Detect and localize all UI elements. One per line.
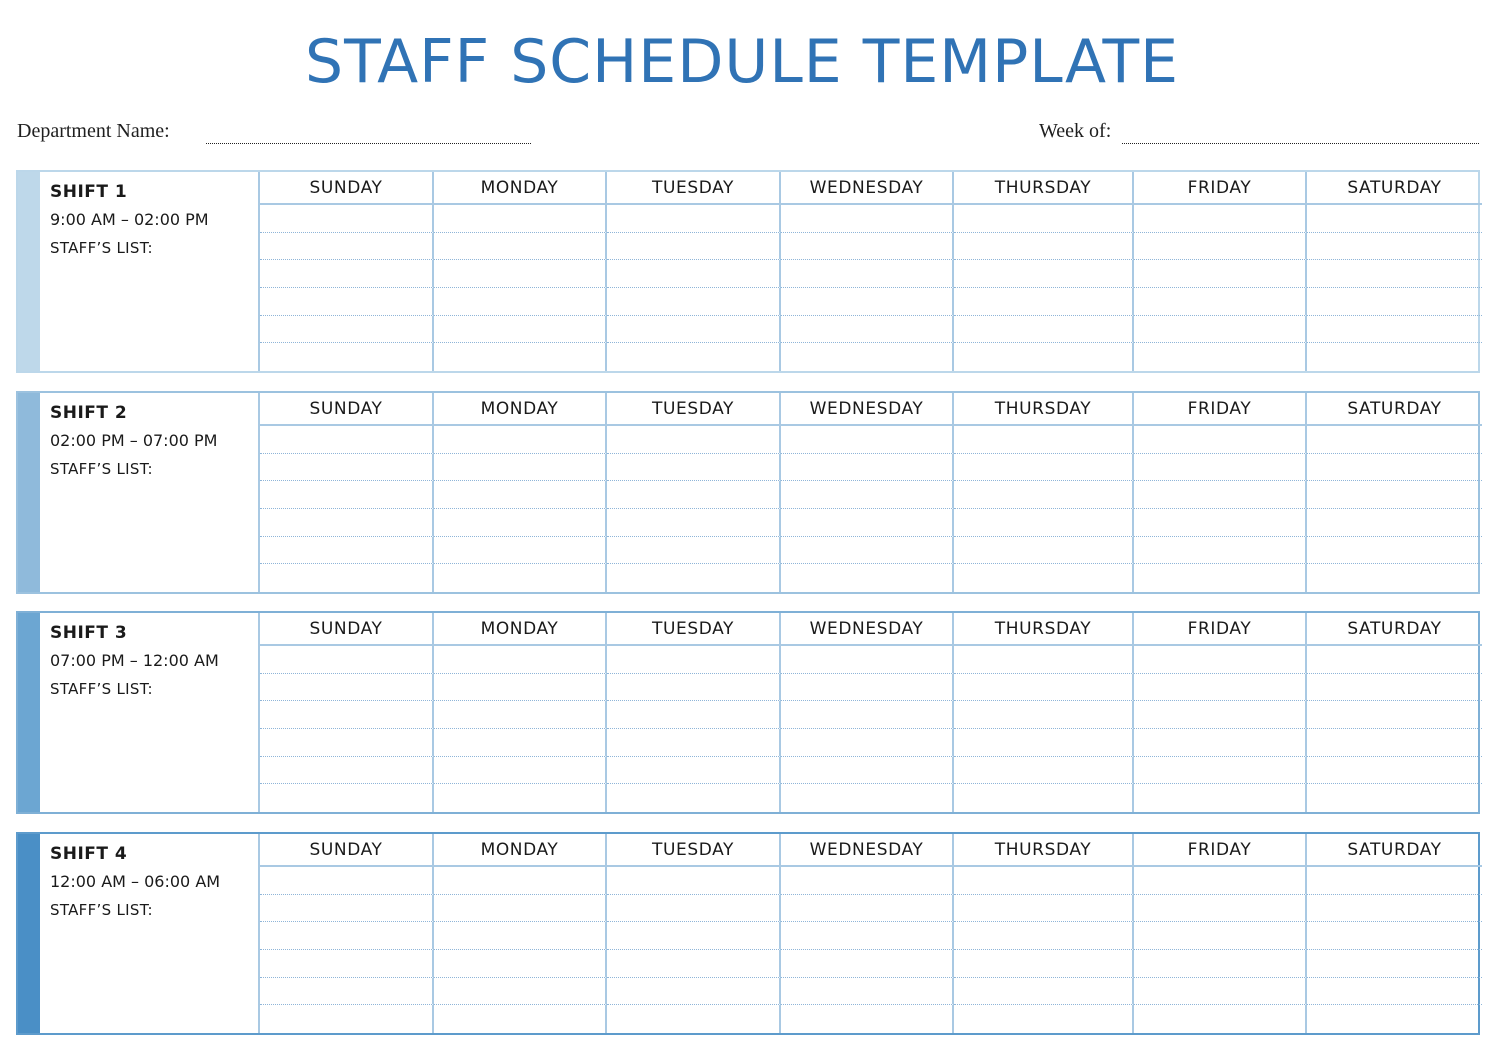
shift-accent-bar [18,834,40,1033]
schedule-cell-saturday[interactable] [1307,701,1482,729]
shift-info [40,834,258,1033]
day-header-sunday: SUNDAY [260,172,434,205]
schedule-cell-tuesday[interactable] [607,454,781,482]
shift-time: 12:00 AM – 06:00 AM [50,872,221,891]
schedule-cell-thursday[interactable] [954,757,1134,785]
schedule-cell-friday[interactable] [1134,426,1307,454]
schedule-cell-sunday[interactable] [260,564,434,592]
schedule-cell-friday[interactable] [1134,701,1307,729]
schedule-cell-wednesday[interactable] [781,1005,954,1033]
schedule-cell-sunday[interactable] [260,288,434,316]
schedule-cell-monday[interactable] [434,646,607,674]
schedule-cell-friday[interactable] [1134,205,1307,233]
day-header-sunday: SUNDAY [260,393,434,426]
schedule-cell-sunday[interactable] [260,233,434,261]
shift-info [40,393,258,592]
shift-info [40,172,258,371]
schedule-cell-sunday[interactable] [260,509,434,537]
schedule-cell-thursday[interactable] [954,260,1134,288]
schedule-cell-sunday[interactable] [260,343,434,371]
schedule-cell-wednesday[interactable] [781,646,954,674]
day-header-tuesday: TUESDAY [607,834,781,867]
schedule-grid [258,834,1478,1033]
schedule-cell-monday[interactable] [434,537,607,565]
schedule-cell-tuesday[interactable] [607,316,781,344]
schedule-cell-friday[interactable] [1134,646,1307,674]
schedule-cell-friday[interactable] [1134,1005,1307,1033]
shift-name: SHIFT 1 [50,182,128,202]
schedule-cell-thursday[interactable] [954,674,1134,702]
shift-accent-bar [18,393,40,592]
schedule-cell-tuesday[interactable] [607,509,781,537]
schedule-cell-thursday[interactable] [954,233,1134,261]
schedule-cell-friday[interactable] [1134,922,1307,950]
schedule-cell-wednesday[interactable] [781,288,954,316]
schedule-cell-thursday[interactable] [954,701,1134,729]
schedule-cell-tuesday[interactable] [607,205,781,233]
shift-name: SHIFT 2 [50,403,128,423]
shift-accent-bar [18,172,40,371]
schedule-cell-wednesday[interactable] [781,922,954,950]
schedule-cell-tuesday[interactable] [607,674,781,702]
schedule-cell-tuesday[interactable] [607,481,781,509]
day-header-tuesday: TUESDAY [607,393,781,426]
schedule-cell-thursday[interactable] [954,784,1134,812]
schedule-cell-sunday[interactable] [260,729,434,757]
schedule-cell-wednesday[interactable] [781,316,954,344]
schedule-cell-friday[interactable] [1134,481,1307,509]
schedule-cell-thursday[interactable] [954,564,1134,592]
day-header-sunday: SUNDAY [260,834,434,867]
schedule-cell-tuesday[interactable] [607,537,781,565]
schedule-cell-tuesday[interactable] [607,729,781,757]
schedule-cell-sunday[interactable] [260,950,434,978]
schedule-cell-tuesday[interactable] [607,867,781,895]
schedule-cell-monday[interactable] [434,674,607,702]
schedule-cell-monday[interactable] [434,757,607,785]
schedule-cell-friday[interactable] [1134,674,1307,702]
schedule-cell-friday[interactable] [1134,288,1307,316]
day-header-wednesday: WEDNESDAY [781,172,954,205]
staff-list-label: STAFF’S LIST: [50,680,153,698]
schedule-cell-sunday[interactable] [260,537,434,565]
schedule-cell-saturday[interactable] [1307,537,1482,565]
schedule-cell-friday[interactable] [1134,537,1307,565]
day-header-monday: MONDAY [434,393,607,426]
week-of-field[interactable] [1122,143,1479,144]
schedule-cell-tuesday[interactable] [607,426,781,454]
schedule-cell-saturday[interactable] [1307,922,1482,950]
schedule-cell-wednesday[interactable] [781,729,954,757]
schedule-cell-monday[interactable] [434,1005,607,1033]
schedule-cell-friday[interactable] [1134,343,1307,371]
schedule-cell-saturday[interactable] [1307,978,1482,1006]
schedule-cell-tuesday[interactable] [607,757,781,785]
schedule-cell-monday[interactable] [434,509,607,537]
schedule-cell-wednesday[interactable] [781,674,954,702]
schedule-cell-monday[interactable] [434,922,607,950]
schedule-cell-sunday[interactable] [260,646,434,674]
schedule-cell-tuesday[interactable] [607,1005,781,1033]
schedule-cell-friday[interactable] [1134,260,1307,288]
schedule-cell-saturday[interactable] [1307,784,1482,812]
schedule-grid [258,613,1478,812]
schedule-cell-friday[interactable] [1134,564,1307,592]
schedule-cell-monday[interactable] [434,454,607,482]
staff-list-label: STAFF’S LIST: [50,239,153,257]
schedule-cell-monday[interactable] [434,205,607,233]
shift-info [40,613,258,812]
schedule-cell-tuesday[interactable] [607,233,781,261]
schedule-cell-wednesday[interactable] [781,757,954,785]
schedule-cell-friday[interactable] [1134,978,1307,1006]
schedule-cell-thursday[interactable] [954,205,1134,233]
schedule-cell-friday[interactable] [1134,895,1307,923]
shift-time: 07:00 PM – 12:00 AM [50,651,219,670]
day-header-monday: MONDAY [434,834,607,867]
schedule-cell-sunday[interactable] [260,701,434,729]
schedule-cell-monday[interactable] [434,978,607,1006]
schedule-cell-saturday[interactable] [1307,509,1482,537]
schedule-cell-saturday[interactable] [1307,646,1482,674]
schedule-cell-wednesday[interactable] [781,701,954,729]
schedule-cell-sunday[interactable] [260,757,434,785]
schedule-cell-tuesday[interactable] [607,784,781,812]
department-name-field[interactable] [206,143,531,144]
schedule-cell-sunday[interactable] [260,784,434,812]
schedule-cell-tuesday[interactable] [607,701,781,729]
schedule-cell-wednesday[interactable] [781,233,954,261]
schedule-cell-tuesday[interactable] [607,978,781,1006]
schedule-cell-tuesday[interactable] [607,564,781,592]
schedule-cell-saturday[interactable] [1307,481,1482,509]
day-header-tuesday: TUESDAY [607,613,781,646]
schedule-cell-thursday[interactable] [954,950,1134,978]
shift-time: 02:00 PM – 07:00 PM [50,431,218,450]
shift-name: SHIFT 4 [50,844,128,864]
schedule-cell-wednesday[interactable] [781,895,954,923]
schedule-cell-saturday[interactable] [1307,729,1482,757]
shift-block [16,832,1480,1035]
schedule-cell-thursday[interactable] [954,1005,1134,1033]
schedule-cell-monday[interactable] [434,950,607,978]
schedule-cell-sunday[interactable] [260,978,434,1006]
schedule-cell-friday[interactable] [1134,233,1307,261]
schedule-cell-friday[interactable] [1134,729,1307,757]
schedule-cell-monday[interactable] [434,260,607,288]
schedule-cell-wednesday[interactable] [781,784,954,812]
schedule-cell-sunday[interactable] [260,895,434,923]
schedule-cell-monday[interactable] [434,867,607,895]
shift-block [16,391,1480,594]
schedule-cell-wednesday[interactable] [781,205,954,233]
day-header-sunday: SUNDAY [260,613,434,646]
schedule-cell-thursday[interactable] [954,729,1134,757]
schedule-cell-sunday[interactable] [260,481,434,509]
schedule-cell-monday[interactable] [434,564,607,592]
schedule-cell-wednesday[interactable] [781,481,954,509]
week-of-label: Week of: [1039,120,1112,142]
schedule-cell-saturday[interactable] [1307,867,1482,895]
day-header-saturday: SATURDAY [1307,834,1482,867]
department-name-label: Department Name: [17,120,170,142]
schedule-cell-friday[interactable] [1134,454,1307,482]
schedule-cell-friday[interactable] [1134,784,1307,812]
shift-time: 9:00 AM – 02:00 PM [50,210,209,229]
schedule-cell-wednesday[interactable] [781,950,954,978]
schedule-cell-wednesday[interactable] [781,564,954,592]
day-header-friday: FRIDAY [1134,613,1307,646]
schedule-cell-wednesday[interactable] [781,426,954,454]
schedule-cell-saturday[interactable] [1307,1005,1482,1033]
schedule-cell-monday[interactable] [434,729,607,757]
schedule-cell-friday[interactable] [1134,757,1307,785]
day-header-thursday: THURSDAY [954,393,1134,426]
day-header-thursday: THURSDAY [954,172,1134,205]
schedule-cell-wednesday[interactable] [781,867,954,895]
schedule-cell-sunday[interactable] [260,922,434,950]
schedule-cell-thursday[interactable] [954,922,1134,950]
day-header-wednesday: WEDNESDAY [781,834,954,867]
day-header-monday: MONDAY [434,613,607,646]
schedule-cell-wednesday[interactable] [781,454,954,482]
schedule-cell-thursday[interactable] [954,646,1134,674]
schedule-cell-monday[interactable] [434,701,607,729]
schedule-cell-thursday[interactable] [954,343,1134,371]
schedule-cell-sunday[interactable] [260,316,434,344]
schedule-cell-wednesday[interactable] [781,509,954,537]
schedule-cell-tuesday[interactable] [607,343,781,371]
schedule-cell-sunday[interactable] [260,867,434,895]
day-header-tuesday: TUESDAY [607,172,781,205]
day-header-saturday: SATURDAY [1307,613,1482,646]
schedule-cell-saturday[interactable] [1307,205,1482,233]
schedule-cell-sunday[interactable] [260,426,434,454]
schedule-cell-monday[interactable] [434,233,607,261]
schedule-cell-thursday[interactable] [954,454,1134,482]
shift-accent-bar [18,613,40,812]
schedule-cell-sunday[interactable] [260,205,434,233]
schedule-cell-tuesday[interactable] [607,950,781,978]
schedule-cell-saturday[interactable] [1307,674,1482,702]
schedule-cell-tuesday[interactable] [607,260,781,288]
schedule-cell-thursday[interactable] [954,481,1134,509]
schedule-cell-friday[interactable] [1134,867,1307,895]
schedule-cell-wednesday[interactable] [781,260,954,288]
staff-list-label: STAFF’S LIST: [50,460,153,478]
schedule-cell-saturday[interactable] [1307,233,1482,261]
shift-block [16,611,1480,814]
schedule-cell-thursday[interactable] [954,895,1134,923]
day-header-saturday: SATURDAY [1307,393,1482,426]
schedule-cell-sunday[interactable] [260,674,434,702]
schedule-cell-monday[interactable] [434,895,607,923]
schedule-cell-saturday[interactable] [1307,316,1482,344]
schedule-cell-friday[interactable] [1134,950,1307,978]
day-header-saturday: SATURDAY [1307,172,1482,205]
schedule-cell-saturday[interactable] [1307,343,1482,371]
schedule-cell-monday[interactable] [434,343,607,371]
schedule-cell-saturday[interactable] [1307,288,1482,316]
day-header-friday: FRIDAY [1134,393,1307,426]
schedule-cell-wednesday[interactable] [781,537,954,565]
schedule-cell-thursday[interactable] [954,867,1134,895]
day-header-friday: FRIDAY [1134,172,1307,205]
day-header-thursday: THURSDAY [954,613,1134,646]
schedule-cell-sunday[interactable] [260,260,434,288]
staff-list-label: STAFF’S LIST: [50,901,153,919]
schedule-cell-wednesday[interactable] [781,978,954,1006]
schedule-cell-sunday[interactable] [260,1005,434,1033]
schedule-cell-friday[interactable] [1134,509,1307,537]
schedule-cell-monday[interactable] [434,316,607,344]
schedule-cell-thursday[interactable] [954,316,1134,344]
schedule-cell-tuesday[interactable] [607,288,781,316]
schedule-cell-saturday[interactable] [1307,454,1482,482]
day-header-friday: FRIDAY [1134,834,1307,867]
schedule-cell-friday[interactable] [1134,316,1307,344]
shift-block [16,170,1480,373]
schedule-grid [258,172,1478,371]
schedule-cell-thursday[interactable] [954,288,1134,316]
day-header-thursday: THURSDAY [954,834,1134,867]
page-title: STAFF SCHEDULE TEMPLATE [304,27,1179,97]
schedule-cell-sunday[interactable] [260,454,434,482]
schedule-grid [258,393,1478,592]
schedule-cell-saturday[interactable] [1307,426,1482,454]
schedule-cell-monday[interactable] [434,426,607,454]
schedule-cell-wednesday[interactable] [781,343,954,371]
schedule-cell-monday[interactable] [434,481,607,509]
schedule-cell-thursday[interactable] [954,426,1134,454]
schedule-cell-tuesday[interactable] [607,646,781,674]
day-header-monday: MONDAY [434,172,607,205]
schedule-cell-thursday[interactable] [954,537,1134,565]
schedule-cell-saturday[interactable] [1307,950,1482,978]
schedule-cell-saturday[interactable] [1307,564,1482,592]
shift-name: SHIFT 3 [50,623,128,643]
schedule-cell-thursday[interactable] [954,509,1134,537]
day-header-wednesday: WEDNESDAY [781,393,954,426]
schedule-cell-saturday[interactable] [1307,260,1482,288]
schedule-cell-tuesday[interactable] [607,922,781,950]
schedule-cell-monday[interactable] [434,784,607,812]
schedule-cell-saturday[interactable] [1307,757,1482,785]
schedule-cell-thursday[interactable] [954,978,1134,1006]
schedule-cell-monday[interactable] [434,288,607,316]
schedule-cell-tuesday[interactable] [607,895,781,923]
schedule-cell-saturday[interactable] [1307,895,1482,923]
day-header-wednesday: WEDNESDAY [781,613,954,646]
